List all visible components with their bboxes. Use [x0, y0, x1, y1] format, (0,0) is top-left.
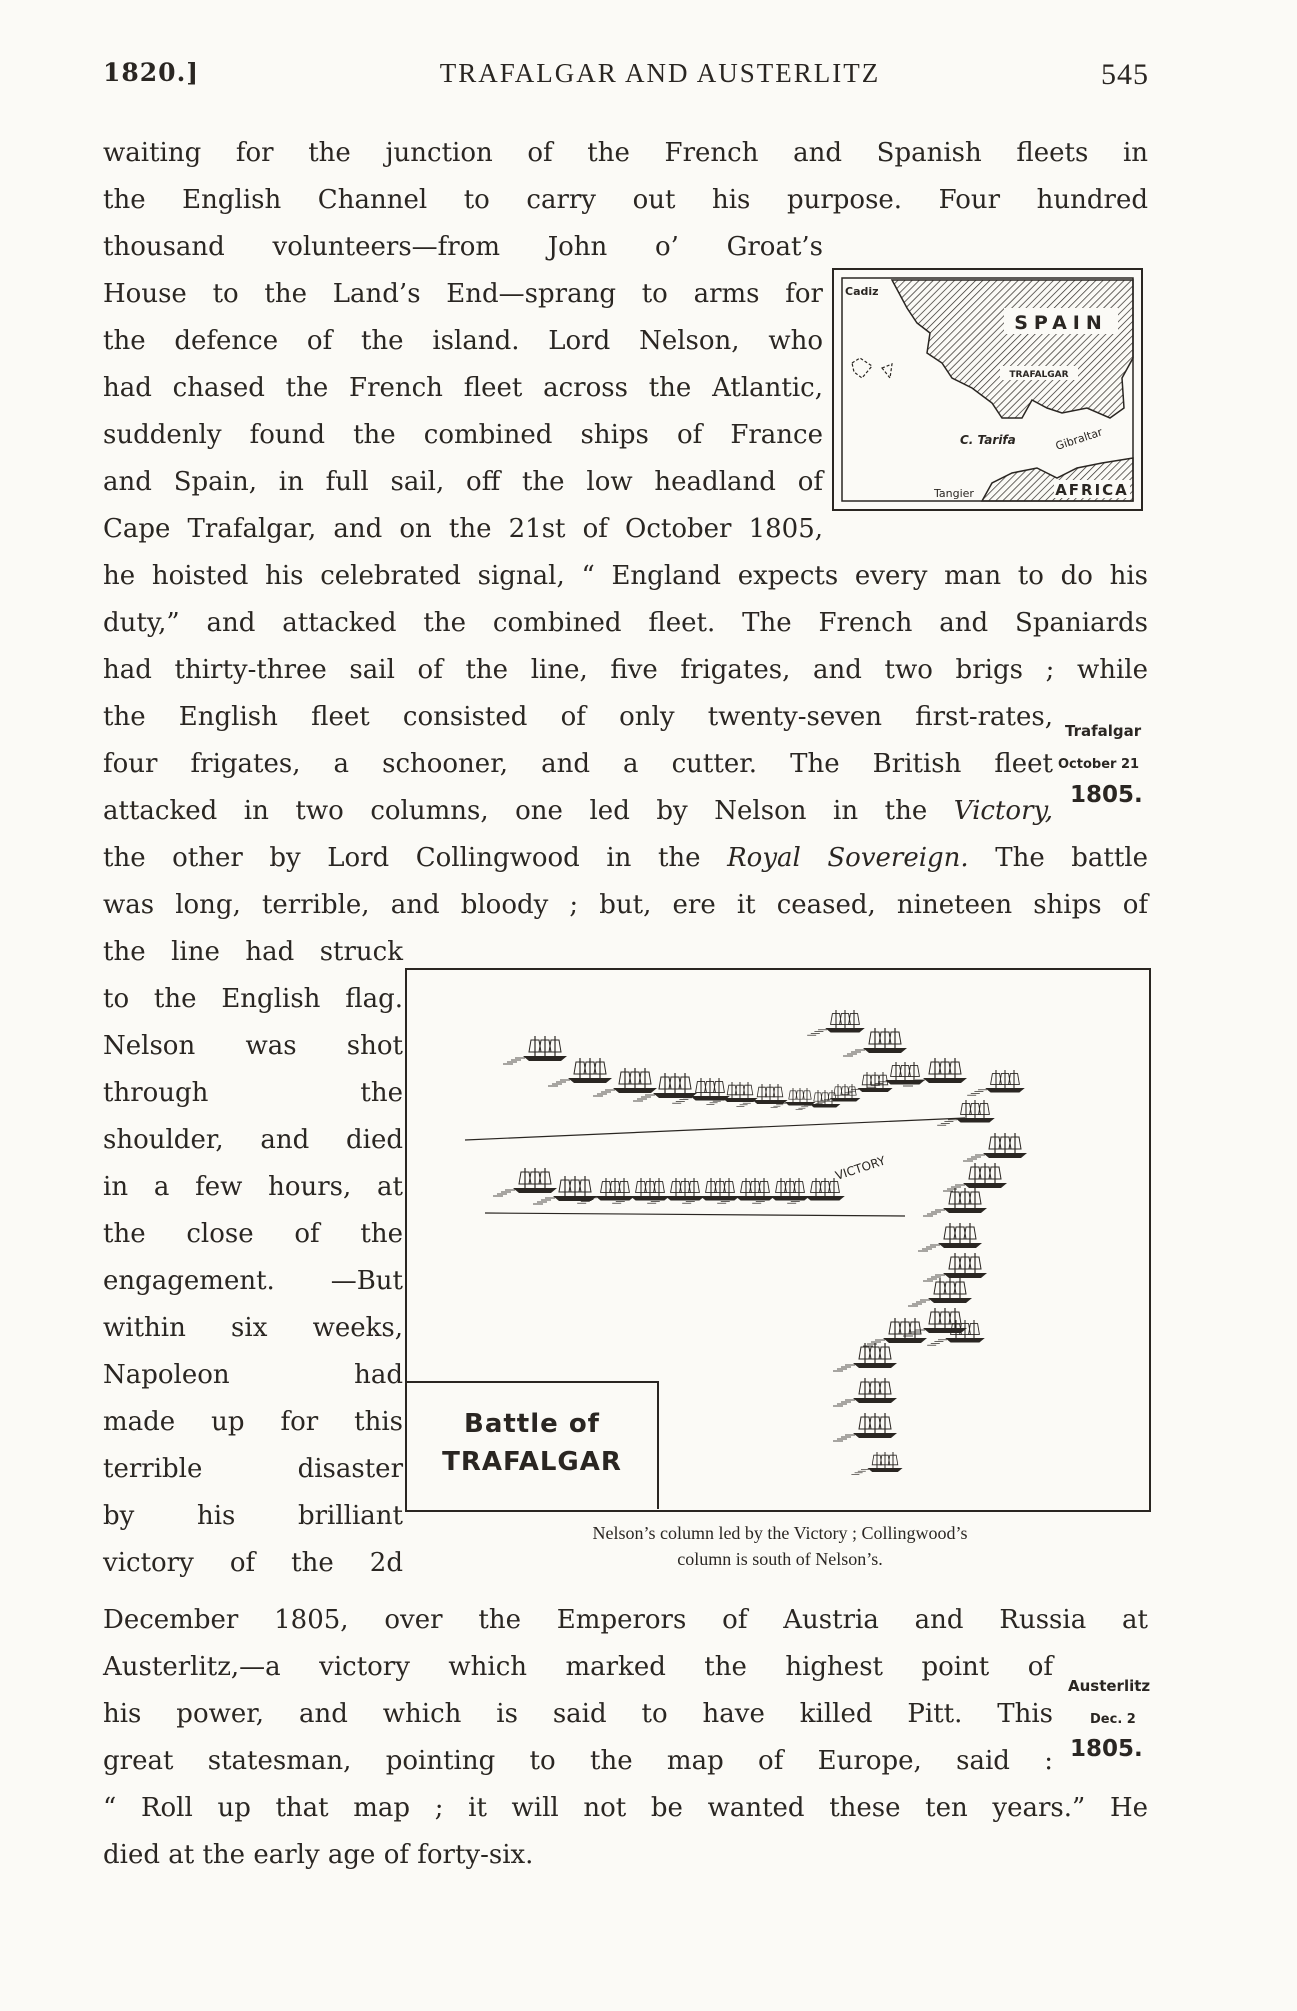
text-line: the other by Lord Collingwood in the Royal Sovereign. The battle [103, 843, 1149, 873]
text-line: shoulder, and died [103, 1125, 403, 1155]
text-line: thousand volunteers—from John o’ Groat’s [103, 232, 823, 262]
sidenote-trafalgar-date: October 21 [1058, 757, 1140, 772]
text-line: great statesman, pointing to the map of Europe, said : [103, 1746, 1053, 1776]
sidenote-austerlitz-date: Dec. 2 [1090, 1712, 1136, 1727]
battle-title-line2: TRAFALGAR [442, 1447, 622, 1477]
ship-label-victory: VICTORY [833, 1153, 888, 1183]
sidenote-austerlitz-year: 1805. [1070, 1736, 1143, 1762]
running-head-year: 1820.] [103, 58, 200, 87]
map-spain-africa [832, 268, 1143, 511]
text-line: Napoleon had [103, 1360, 403, 1390]
text-line: the English Channel to carry out his purpose. Four hundred [103, 185, 1148, 215]
map-label-tangier: Tangier [934, 487, 974, 500]
text-line: the line had struck [103, 937, 403, 967]
sidenote-austerlitz-name: Austerlitz [1068, 1677, 1151, 1695]
map-illustration [832, 268, 1143, 511]
text-line: by his brilliant [103, 1501, 403, 1531]
text-line: Austerlitz,—a victory which marked the highest point of [103, 1652, 1053, 1682]
text-line: had thirty-three sail of the line, five frigates, and two brigs ; while [103, 655, 1148, 685]
figure-caption-line2: column is south of Nelson’s. [677, 1549, 883, 1569]
text-line: Cape Trafalgar, and on the 21st of October 1805, [103, 514, 823, 544]
map-label-cadiz: Cadiz [845, 285, 879, 298]
text-line: he hoisted his celebrated signal, “ England expects every man to do his [103, 561, 1148, 591]
text-line: attacked in two columns, one led by Nelson in the Victory, [103, 796, 1053, 826]
map-label-trafalgar: TRAFALGAR [1009, 370, 1069, 380]
text-line: engagement. —But [103, 1266, 403, 1296]
map-label-tarifa: C. Tarifa [960, 433, 1016, 447]
text-line: victory of the 2d [103, 1548, 403, 1578]
map-label-africa: AFRICA [1055, 481, 1129, 499]
text-line: December 1805, over the Emperors of Austria and Russia at [103, 1605, 1148, 1635]
text-line: the English fleet consisted of only twenty-seven first-rates, [103, 702, 1053, 732]
text-line: made up for this [103, 1407, 403, 1437]
running-head-title: TRAFALGAR AND AUSTERLITZ [439, 58, 881, 88]
battle-title-box [407, 1381, 659, 1509]
text-line: was long, terrible, and bloody ; but, ere it ceased, nineteen ships of [103, 890, 1148, 920]
text-line: to the English flag. [103, 984, 403, 1014]
text-line: the close of the [103, 1219, 403, 1249]
text-line: suddenly found the combined ships of France [103, 420, 823, 450]
page-number: 545 [1101, 58, 1149, 91]
text-line: within six weeks, [103, 1313, 403, 1343]
text-line: through the [103, 1078, 403, 1108]
sidenote-trafalgar-year: 1805. [1070, 782, 1143, 808]
figure-caption-line1: Nelson’s column led by the Victory ; Collingwood’s [592, 1523, 968, 1543]
text-line: duty,” and attacked the combined fleet. The French and Spaniards [103, 608, 1148, 638]
text-line: his power, and which is said to have killed Pitt. This [103, 1699, 1053, 1729]
text-line: died at the early age of forty-six. [103, 1840, 534, 1870]
text-line: in a few hours, at [103, 1172, 403, 1202]
text-line: House to the Land’s End—sprang to arms for [103, 279, 823, 309]
sidenote-trafalgar-name: Trafalgar [1065, 722, 1142, 740]
text-line: Nelson was shot [103, 1031, 403, 1061]
battle-title-line1: Battle of [464, 1409, 600, 1439]
text-line: terrible disaster [103, 1454, 403, 1484]
text-line: had chased the French fleet across the Atlantic, [103, 373, 823, 403]
text-line: and Spain, in full sail, off the low headland of [103, 467, 823, 497]
text-line: “ Roll up that map ; it will not be wanted these ten years.” He [103, 1793, 1148, 1823]
text-line: the defence of the island. Lord Nelson, who [103, 326, 823, 356]
map-label-gibraltar: Gibraltar [1053, 425, 1105, 453]
text-line: four frigates, a schooner, and a cutter. The British fleet [103, 749, 1053, 779]
text-line: waiting for the junction of the French and Spanish fleets in [103, 138, 1148, 168]
map-label-spain: SPAIN [1014, 312, 1108, 334]
